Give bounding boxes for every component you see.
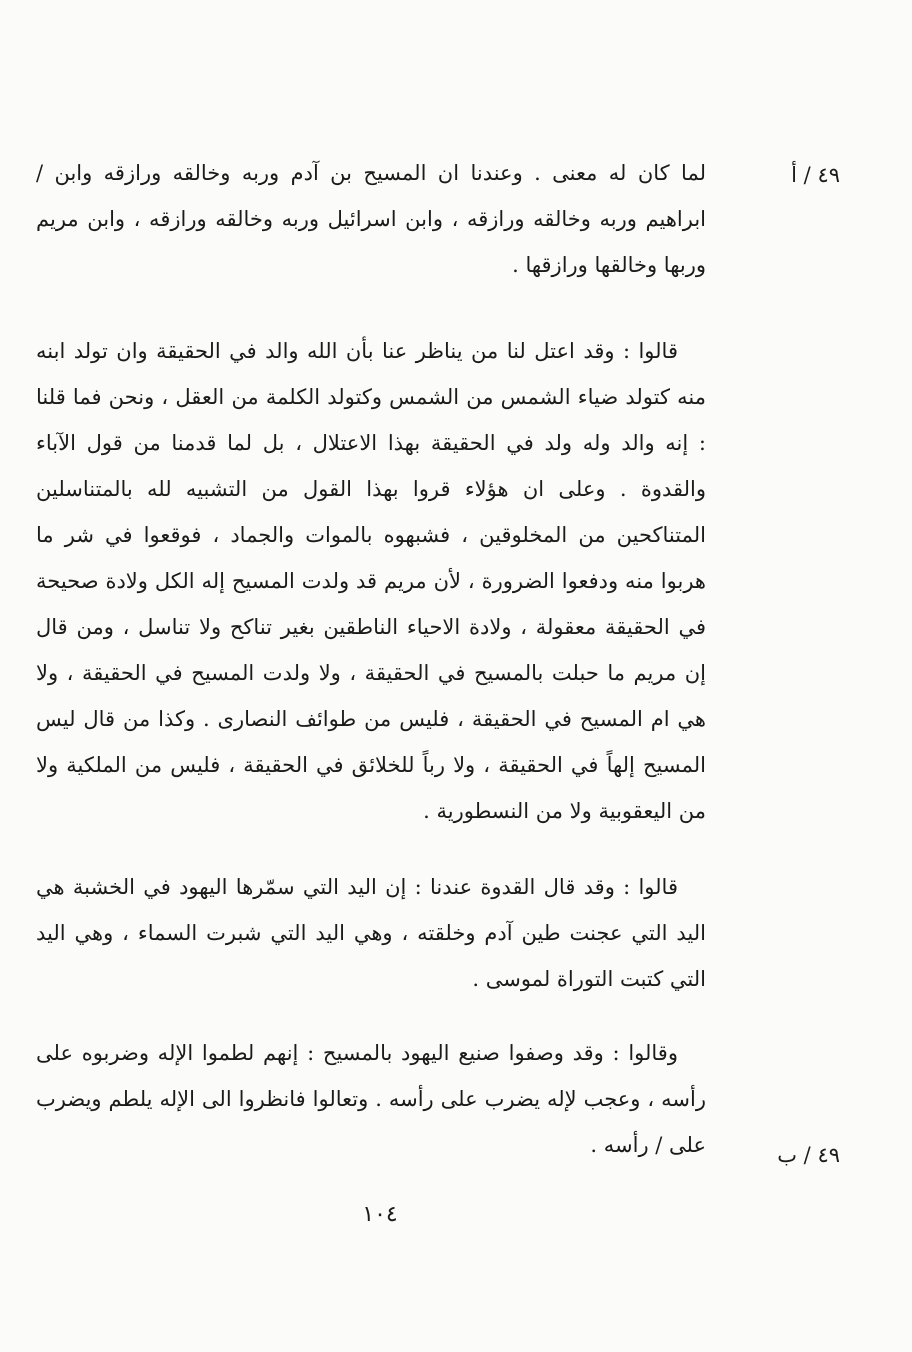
page-number: ١٠٤ xyxy=(362,1202,398,1227)
paragraph-text: قالوا : وقد قال القدوة عندنا : إن اليد التي سمّرها اليهود في الخشبة هي اليد التي عجنت طين آدم وخلقته ، وهي اليد التي شبرت السماء ، وهي اليد التي كتبت التوراة لموسى . xyxy=(36,875,706,991)
margin-folio-note: ٤٩ / ب xyxy=(777,1143,840,1167)
paragraph xyxy=(36,150,706,288)
paragraph xyxy=(36,864,706,1002)
paragraph xyxy=(36,1030,706,1168)
margin-folio-note: ٤٩ / أ xyxy=(791,163,840,187)
paragraph-text: قالوا : وقد اعتل لنا من يناظر عنا بأن الله والد في الحقيقة وان تولد ابنه منه كتولد ضياء الشمس من الشمس وكتولد الكلمة من العقل ، ونحن فما قلنا : إنه والد وله ولد في الحقيقة بهذا الاعتلال ، بل لما قدمنا من قول الآباء والقدوة . وعلى ان هؤلاء قروا بهذا القول من التشبيه لله بالمتناسلين المتناكحين من المخلوقين ، فشبهوه بالموات والجماد ، فوقعوا في شر ما هربوا منه ودفعوا الضرورة ، لأن مريم قد ولدت المسيح إله الكل ولادة صحيحة في الحقيقة معقولة ، ولادة الاحياء الناطقين بغير تناكح ولا تناسل ، ومن قال إن مريم ما حبلت بالمسيح في الحقيقة ، ولا ولدت المسيح في الحقيقة ، ولا هي ام المسيح في الحقيقة ، فليس من طوائف النصارى . وكذا من قال ليس المسيح إلهاً في الحقيقة ، ولا رباً للخلائق في الحقيقة ، فليس من الملكية ولا من اليعقوبية ولا من النسطورية . xyxy=(36,339,706,823)
paragraph-text: لما كان له معنى . وعندنا ان المسيح بن آدم وربه وخالقه ورازقه وابن / ابراهيم وربه وخالقه ورازقه ، وابن اسرائيل وربه وخالقه ورازقه ، وابن مريم وربها وخالقها ورازقها . xyxy=(36,161,706,277)
paragraph-text: وقالوا : وقد وصفوا صنيع اليهود بالمسيح : إنهم لطموا الإله وضربوه على رأسه ، وعجب لإله يضرب على رأسه . وتعالوا فانظروا الى الإله يلطم ويضرب على / رأسه . xyxy=(36,1041,706,1157)
paragraph xyxy=(36,328,706,834)
